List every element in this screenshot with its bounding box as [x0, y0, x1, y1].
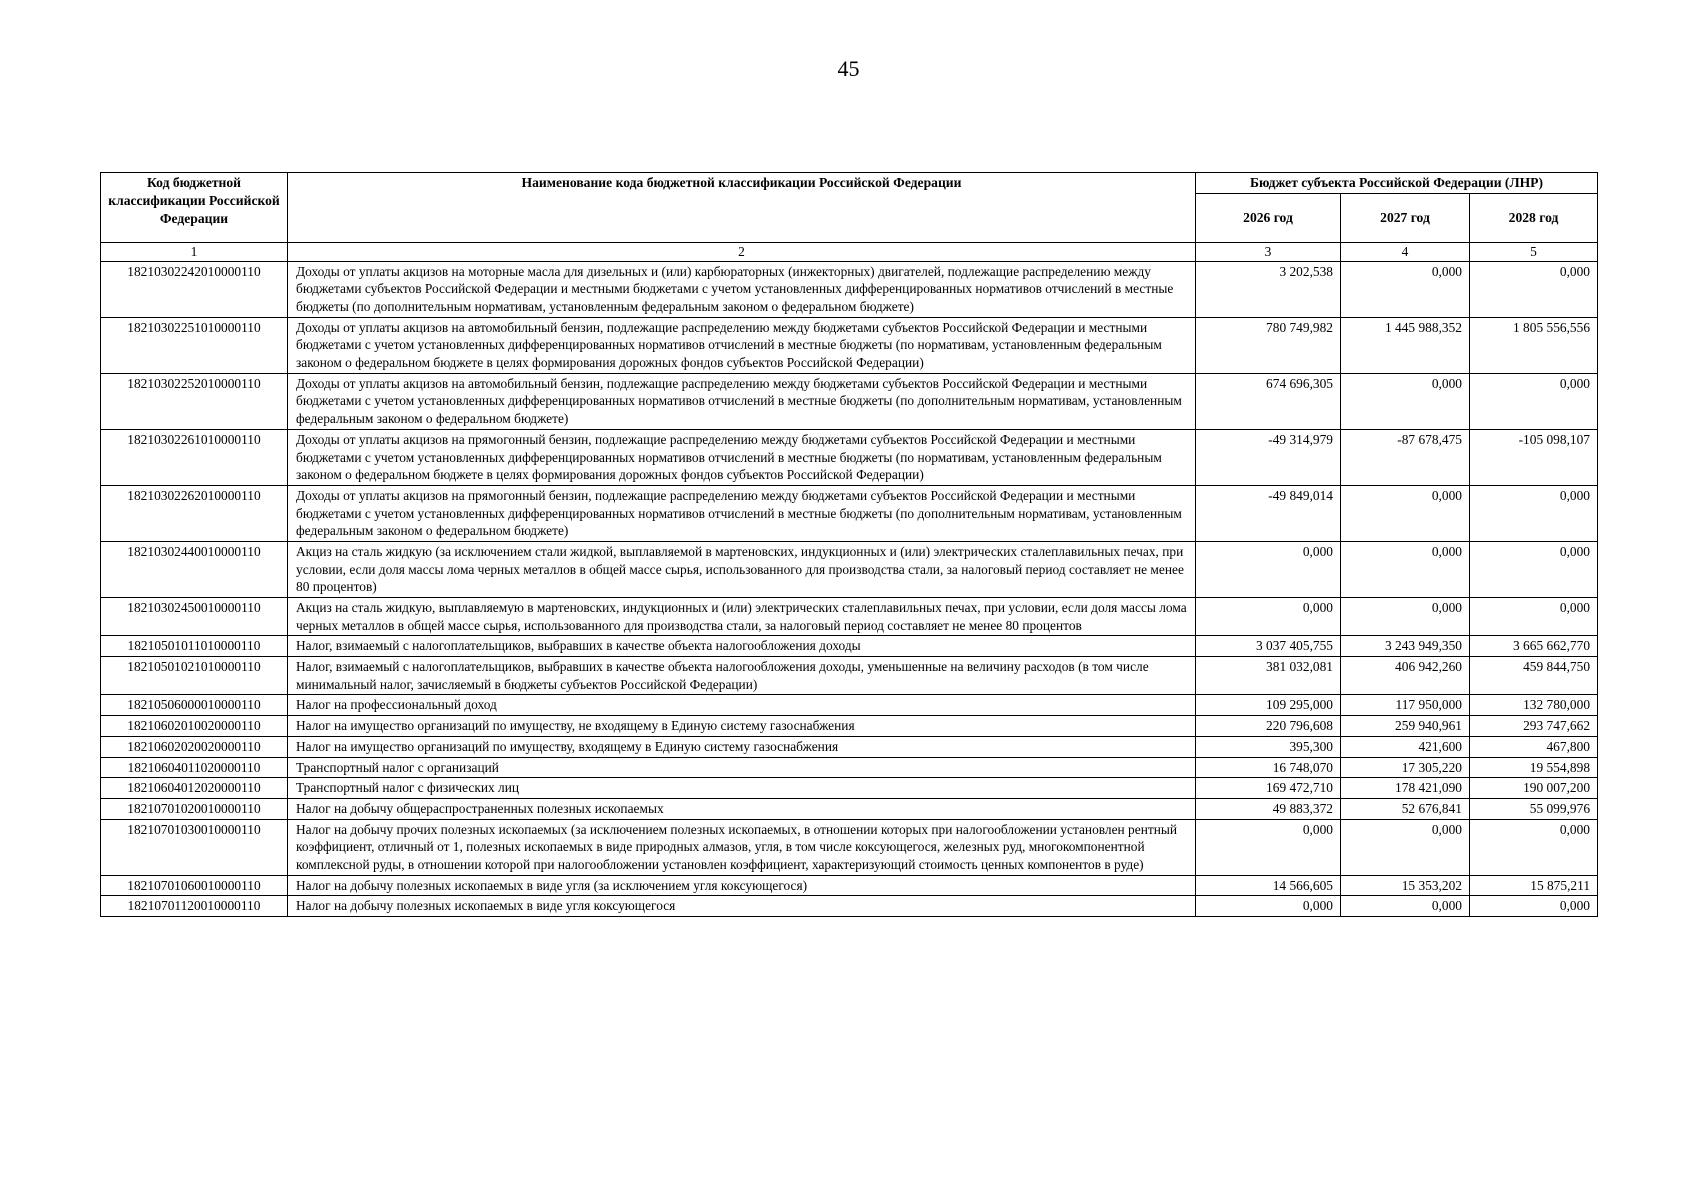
- table-row: [101, 657, 1598, 695]
- amount-2027-cell: 421,600: [1341, 736, 1470, 757]
- amount-2026-cell: 16 748,070: [1196, 757, 1341, 778]
- column-number: 3: [1196, 242, 1341, 261]
- column-number-row: [101, 242, 1598, 261]
- amount-2027-cell: 0,000: [1341, 485, 1470, 541]
- amount-2026-cell: 109 295,000: [1196, 695, 1341, 716]
- amount-2028-cell: 132 780,000: [1470, 695, 1598, 716]
- kbk-code-cell: 18210701120010000110: [101, 896, 288, 917]
- table-row: [101, 598, 1598, 636]
- table-row: [101, 736, 1598, 757]
- table-row: [101, 485, 1598, 541]
- kbk-code-cell: 18210302450010000110: [101, 598, 288, 636]
- kbk-code-cell: 18210501021010000110: [101, 657, 288, 695]
- amount-2027-cell: 117 950,000: [1341, 695, 1470, 716]
- kbk-code-cell: 18210701020010000110: [101, 798, 288, 819]
- amount-2028-cell: 19 554,898: [1470, 757, 1598, 778]
- table-row: [101, 317, 1598, 373]
- kbk-name-cell: Налог, взимаемый с налогоплательщиков, выбравших в качестве объекта налогообложения доходы: [288, 636, 1196, 657]
- kbk-name-cell: Налог на имущество организаций по имуществу, входящему в Единую систему газоснабжения: [288, 736, 1196, 757]
- amount-2027-cell: 0,000: [1341, 896, 1470, 917]
- table-row: [101, 373, 1598, 429]
- amount-2028-cell: 467,800: [1470, 736, 1598, 757]
- header-year-2026: 2026 год: [1196, 193, 1341, 242]
- table-row: [101, 695, 1598, 716]
- kbk-name-cell: Налог на профессиональный доход: [288, 695, 1196, 716]
- table-row: [101, 757, 1598, 778]
- table-row: [101, 429, 1598, 485]
- amount-2027-cell: 0,000: [1341, 373, 1470, 429]
- amount-2027-cell: 15 353,202: [1341, 875, 1470, 896]
- header-budget: Бюджет субъекта Российской Федерации (ЛНР): [1196, 173, 1598, 194]
- amount-2026-cell: 381 032,081: [1196, 657, 1341, 695]
- amount-2027-cell: 3 243 949,350: [1341, 636, 1470, 657]
- kbk-name-cell: Налог, взимаемый с налогоплательщиков, выбравших в качестве объекта налогообложения доходы, уменьшенные на величину расходов (в том числе минимальный налог, зачисляемый в бюджеты субъектов Российской Федерации): [288, 657, 1196, 695]
- amount-2028-cell: 459 844,750: [1470, 657, 1598, 695]
- amount-2028-cell: 0,000: [1470, 373, 1598, 429]
- amount-2028-cell: -105 098,107: [1470, 429, 1598, 485]
- kbk-name-cell: Налог на добычу полезных ископаемых в виде угля (за исключением угля коксующегося): [288, 875, 1196, 896]
- amount-2027-cell: 17 305,220: [1341, 757, 1470, 778]
- column-number: 5: [1470, 242, 1598, 261]
- amount-2027-cell: 52 676,841: [1341, 798, 1470, 819]
- table-row: [101, 819, 1598, 875]
- table-row: [101, 896, 1598, 917]
- amount-2028-cell: 55 099,976: [1470, 798, 1598, 819]
- amount-2026-cell: 3 037 405,755: [1196, 636, 1341, 657]
- amount-2028-cell: 1 805 556,556: [1470, 317, 1598, 373]
- kbk-name-cell: Транспортный налог с физических лиц: [288, 778, 1196, 799]
- amount-2027-cell: 0,000: [1341, 819, 1470, 875]
- header-year-2027: 2027 год: [1341, 193, 1470, 242]
- kbk-code-cell: 18210302252010000110: [101, 373, 288, 429]
- amount-2028-cell: 0,000: [1470, 485, 1598, 541]
- amount-2028-cell: 0,000: [1470, 261, 1598, 317]
- amount-2027-cell: 259 940,961: [1341, 716, 1470, 737]
- amount-2027-cell: 0,000: [1341, 261, 1470, 317]
- kbk-name-cell: Налог на добычу полезных ископаемых в виде угля коксующегося: [288, 896, 1196, 917]
- amount-2028-cell: 0,000: [1470, 598, 1598, 636]
- amount-2026-cell: 780 749,982: [1196, 317, 1341, 373]
- amount-2026-cell: 220 796,608: [1196, 716, 1341, 737]
- amount-2027-cell: 0,000: [1341, 598, 1470, 636]
- header-row-top: [101, 173, 1598, 194]
- amount-2026-cell: 14 566,605: [1196, 875, 1341, 896]
- amount-2027-cell: 0,000: [1341, 541, 1470, 597]
- table-row: [101, 261, 1598, 317]
- kbk-code-cell: 18210604011020000110: [101, 757, 288, 778]
- table-row: [101, 636, 1598, 657]
- kbk-code-cell: 18210302440010000110: [101, 541, 288, 597]
- kbk-code-cell: 18210506000010000110: [101, 695, 288, 716]
- amount-2026-cell: 0,000: [1196, 819, 1341, 875]
- kbk-name-cell: Доходы от уплаты акцизов на прямогонный бензин, подлежащие распределению между бюджетами субъектов Российской Федерации и местными бюджетами с учетом установленных дифференцированных нормативов отчислений в местные бюджеты (по дополнительным нормативам, установленным федеральным законом о федеральном бюджете): [288, 485, 1196, 541]
- kbk-code-cell: 18210302242010000110: [101, 261, 288, 317]
- header-name: Наименование кода бюджетной классификации Российской Федерации: [288, 173, 1196, 243]
- kbk-name-cell: Налог на имущество организаций по имуществу, не входящему в Единую систему газоснабжения: [288, 716, 1196, 737]
- amount-2028-cell: 0,000: [1470, 896, 1598, 917]
- amount-2026-cell: 674 696,305: [1196, 373, 1341, 429]
- column-number: 1: [101, 242, 288, 261]
- kbk-code-cell: 18210501011010000110: [101, 636, 288, 657]
- kbk-code-cell: 18210602020020000110: [101, 736, 288, 757]
- kbk-code-cell: 18210602010020000110: [101, 716, 288, 737]
- header-year-2028: 2028 год: [1470, 193, 1598, 242]
- page-number: 45: [837, 56, 860, 81]
- amount-2026-cell: 49 883,372: [1196, 798, 1341, 819]
- amount-2026-cell: 0,000: [1196, 541, 1341, 597]
- kbk-name-cell: Доходы от уплаты акцизов на моторные масла для дизельных и (или) карбюраторных (инжекторных) двигателей, подлежащие распределению между бюджетами субъектов Российской Федерации и местными бюджетами с учетом установленных дифференцированных нормативов отчислений в местные бюджеты (по дополнительным нормативам, установленным федеральным законом о федеральном бюджете): [288, 261, 1196, 317]
- amount-2026-cell: 395,300: [1196, 736, 1341, 757]
- column-number: 4: [1341, 242, 1470, 261]
- header-code: Код бюджетной классификации Российской Федерации: [101, 173, 288, 243]
- table-body: [101, 261, 1598, 916]
- kbk-name-cell: Налог на добычу общераспространенных полезных ископаемых: [288, 798, 1196, 819]
- amount-2028-cell: 0,000: [1470, 819, 1598, 875]
- kbk-code-cell: 18210302251010000110: [101, 317, 288, 373]
- amount-2026-cell: -49 849,014: [1196, 485, 1341, 541]
- amount-2027-cell: -87 678,475: [1341, 429, 1470, 485]
- amount-2027-cell: 1 445 988,352: [1341, 317, 1470, 373]
- amount-2028-cell: 15 875,211: [1470, 875, 1598, 896]
- table-row: [101, 875, 1598, 896]
- amount-2026-cell: 3 202,538: [1196, 261, 1341, 317]
- kbk-code-cell: 18210604012020000110: [101, 778, 288, 799]
- amount-2027-cell: 406 942,260: [1341, 657, 1470, 695]
- amount-2027-cell: 178 421,090: [1341, 778, 1470, 799]
- kbk-name-cell: Акциз на сталь жидкую, выплавляемую в мартеновских, индукционных и (или) электрических сталеплавильных печах, при условии, если доля массы лома черных металлов в общей массе сырья, использованного для производства стали, за налоговый период составляет не менее 80 процентов: [288, 598, 1196, 636]
- kbk-code-cell: 18210701060010000110: [101, 875, 288, 896]
- table-row: [101, 541, 1598, 597]
- amount-2026-cell: 0,000: [1196, 598, 1341, 636]
- kbk-name-cell: Акциз на сталь жидкую (за исключением стали жидкой, выплавляемой в мартеновских, индукционных и (или) электрических сталеплавильных печах, при условии, если доля массы лома черных металлов в общей массе сырья, использованного для производства стали, за налоговый период составляет не менее 80 процентов): [288, 541, 1196, 597]
- amount-2026-cell: -49 314,979: [1196, 429, 1341, 485]
- kbk-code-cell: 18210302262010000110: [101, 485, 288, 541]
- kbk-code-cell: 18210302261010000110: [101, 429, 288, 485]
- table-row: [101, 716, 1598, 737]
- budget-revenue-table: [100, 172, 1598, 917]
- kbk-code-cell: 18210701030010000110: [101, 819, 288, 875]
- amount-2026-cell: 0,000: [1196, 896, 1341, 917]
- amount-2028-cell: 3 665 662,770: [1470, 636, 1598, 657]
- amount-2026-cell: 169 472,710: [1196, 778, 1341, 799]
- amount-2028-cell: 190 007,200: [1470, 778, 1598, 799]
- kbk-name-cell: Доходы от уплаты акцизов на автомобильный бензин, подлежащие распределению между бюджетами субъектов Российской Федерации и местными бюджетами с учетом установленных дифференцированных нормативов отчислений в местные бюджеты (по нормативам, установленным федеральным законом о федеральном бюджете в целях формирования дорожных фондов субъектов Российской Федерации): [288, 317, 1196, 373]
- kbk-name-cell: Доходы от уплаты акцизов на прямогонный бензин, подлежащие распределению между бюджетами субъектов Российской Федерации и местными бюджетами с учетом установленных дифференцированных нормативов отчислений в местные бюджеты (по нормативам, установленным федеральным законом о федеральном бюджете в целях формирования дорожных фондов субъектов Российской Федерации): [288, 429, 1196, 485]
- kbk-name-cell: Доходы от уплаты акцизов на автомобильный бензин, подлежащие распределению между бюджетами субъектов Российской Федерации и местными бюджетами с учетом установленных дифференцированных нормативов отчислений в местные бюджеты (по дополнительным нормативам, установленным федеральным законом о федеральном бюджете): [288, 373, 1196, 429]
- amount-2028-cell: 293 747,662: [1470, 716, 1598, 737]
- kbk-name-cell: Налог на добычу прочих полезных ископаемых (за исключением полезных ископаемых, в отношении которых при налогообложении установлен рентный коэффициент, отличный от 1, полезных ископаемых в виде природных алмазов, угля, в том числе коксующегося, железных руд, многокомпонентной комплексной руды, в отношении которой при налогообложении установлен коэффициент, характеризующий стоимость ценных компонентов в руде): [288, 819, 1196, 875]
- table-row: [101, 778, 1598, 799]
- column-number: 2: [288, 242, 1196, 261]
- table-row: [101, 798, 1598, 819]
- amount-2028-cell: 0,000: [1470, 541, 1598, 597]
- kbk-name-cell: Транспортный налог с организаций: [288, 757, 1196, 778]
